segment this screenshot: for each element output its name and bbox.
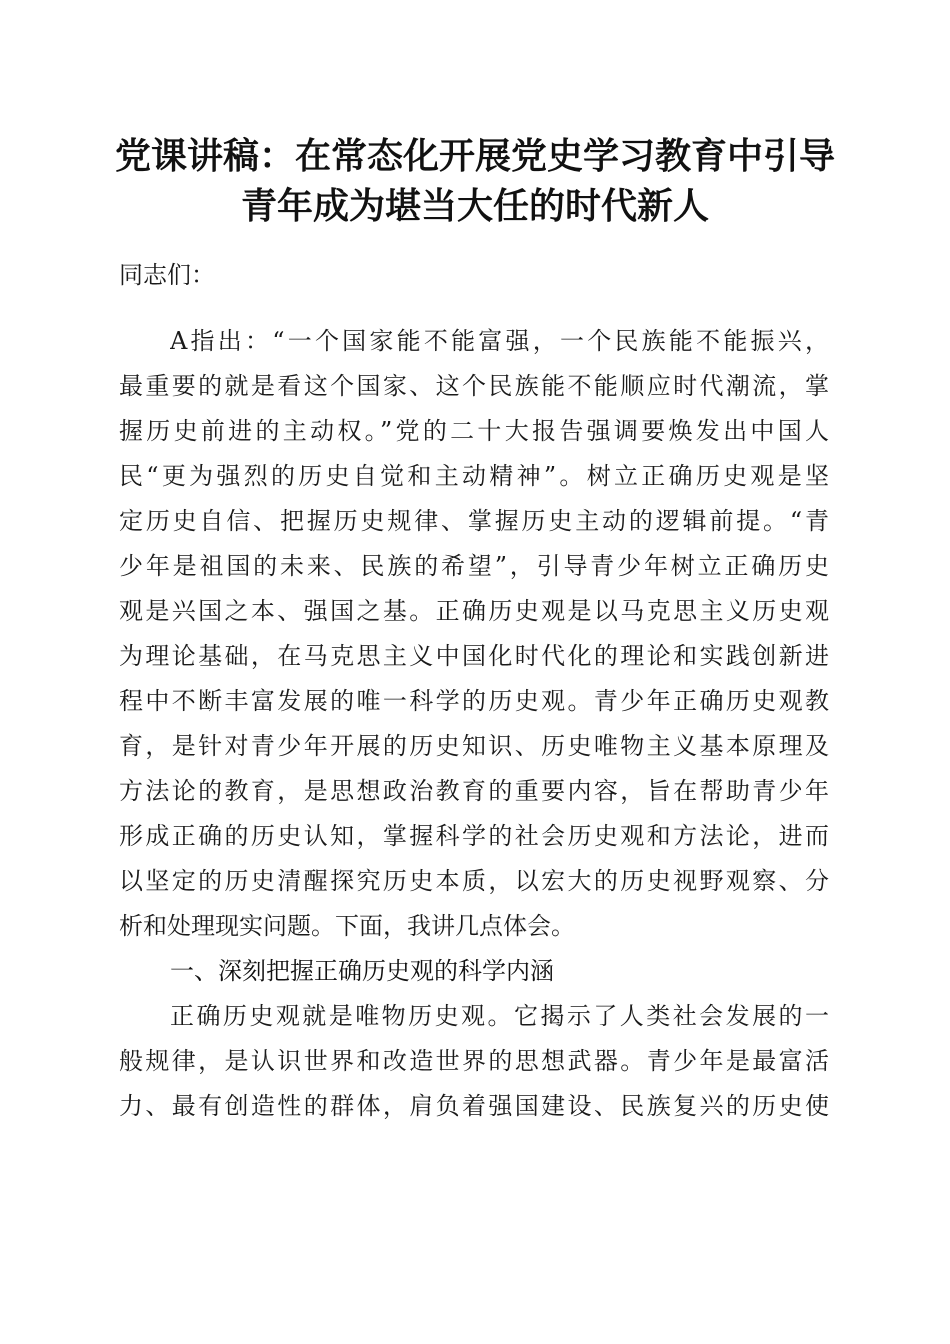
paragraph-1-line: 以坚定的历史清醒探究历史本质，以宏大的历史视野观察、分 bbox=[119, 867, 829, 895]
paragraph-1-line: 形成正确的历史认知，掌握科学的社会历史观和方法论，进而 bbox=[119, 822, 829, 850]
paragraph-2-line: 力、最有创造性的群体，肩负着强国建设、民族复兴的历史使 bbox=[119, 1092, 829, 1120]
paragraph-1-line: 为理论基础，在马克思主义中国化时代化的理论和实践创新进 bbox=[119, 642, 829, 670]
paragraph-1-line: 最重要的就是看这个国家、这个民族能不能顺应时代潮流，掌 bbox=[119, 372, 829, 400]
paragraph-1-line: 程中不断丰富发展的唯一科学的历史观。青少年正确历史观教 bbox=[119, 687, 829, 715]
paragraph-1-line: 析和处理现实问题。下面，我讲几点体会。 bbox=[119, 912, 575, 940]
document-title-line-2: 青年成为堪当大任的时代新人 bbox=[240, 186, 709, 227]
paragraph-1-line: 民“更为强烈的历史自觉和主动精神”。树立正确历史观是坚 bbox=[119, 462, 829, 490]
paragraph-1-line: 握历史前进的主动权。”党的二十大报告强调要焕发出中国人 bbox=[119, 417, 829, 445]
paragraph-2-line: 正确历史观就是唯物历史观。它揭示了人类社会发展的一 bbox=[170, 1002, 829, 1030]
paragraph-1-line: 方法论的教育，是思想政治教育的重要内容，旨在帮助青少年 bbox=[119, 777, 829, 805]
document-title-line-1: 党课讲稿：在常态化开展党史学习教育中引导 bbox=[114, 136, 835, 177]
paragraph-1-line: A指出：“一个国家能不能富强，一个民族能不能振兴， bbox=[170, 327, 829, 355]
paragraph-1-line: 育，是针对青少年开展的历史知识、历史唯物主义基本原理及 bbox=[119, 732, 829, 760]
paragraph-1-line: 观是兴国之本、强国之基。正确历史观是以马克思主义历史观 bbox=[119, 597, 829, 625]
paragraph-2-line: 般规律，是认识世界和改造世界的思想武器。青少年是最富活 bbox=[119, 1047, 829, 1075]
salutation: 同志们： bbox=[119, 261, 215, 289]
section-heading: 一、深刻把握正确历史观的科学内涵 bbox=[170, 957, 554, 985]
paragraph-1-line: 定历史自信、把握历史规律、掌握历史主动的逻辑前提。“青 bbox=[119, 507, 829, 535]
paragraph-1-line: 少年是祖国的未来、民族的希望”，引导青少年树立正确历史 bbox=[119, 552, 829, 580]
